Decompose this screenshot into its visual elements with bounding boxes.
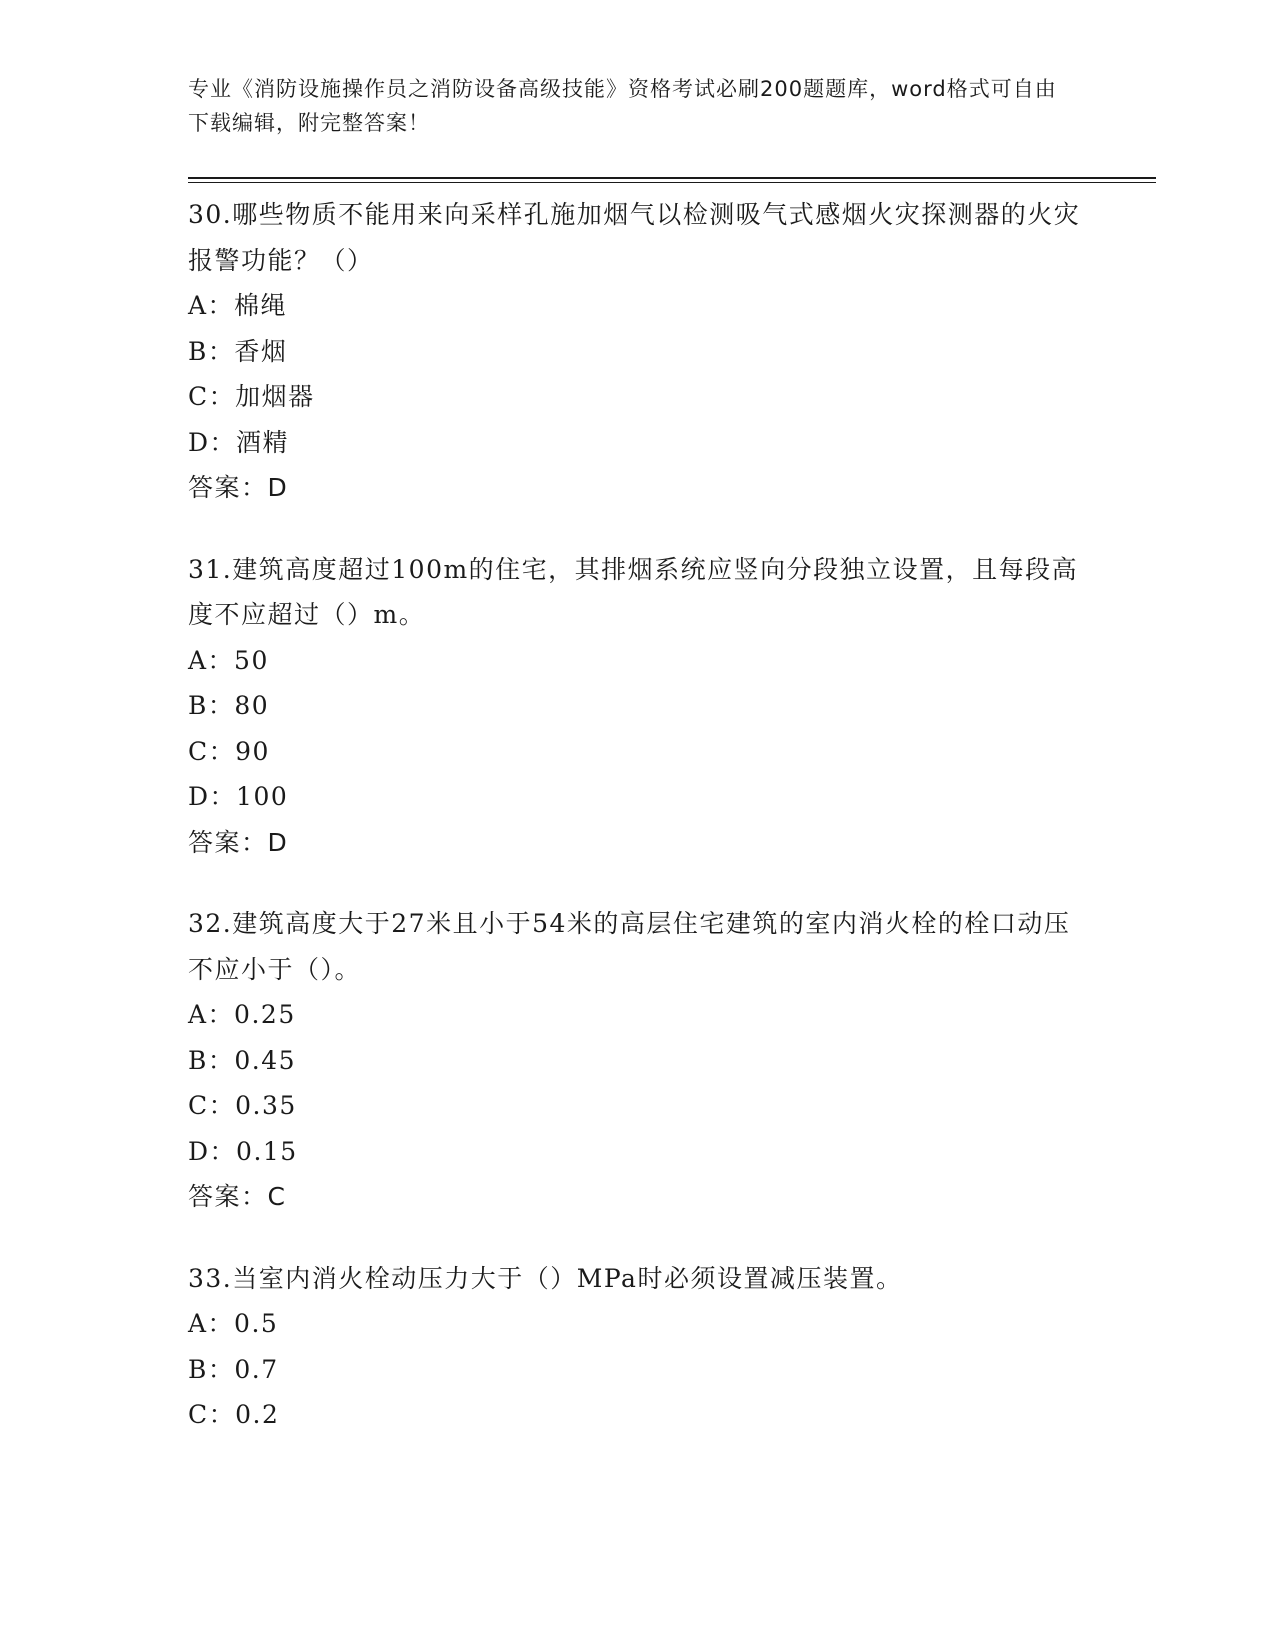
question-31	[188, 547, 1088, 866]
option-b: B：0.45	[188, 1045, 297, 1075]
header-divider-thick	[188, 177, 1156, 179]
option-c: C：90	[188, 736, 270, 766]
option-c: C：加烟器	[188, 382, 315, 411]
option-c: C：0.2	[188, 1400, 280, 1429]
question-30	[188, 192, 1088, 511]
question-stem: 31.建筑高度超过100m的住宅，其排烟系统应竖向分段独立设置，且每段高度不应超过（）m。	[188, 554, 1079, 629]
option-d: D：0.15	[188, 1136, 298, 1166]
option-a: A：棉绳	[188, 291, 288, 320]
question-stem: 32.建筑高度大于27米且小于54米的高层住宅建筑的室内消火栓的栓口动压不应小于（）。	[188, 909, 1071, 984]
option-b: B：香烟	[188, 336, 288, 366]
option-c: C：0.35	[188, 1091, 297, 1120]
answer-text: 答案：D	[188, 827, 289, 857]
document-header-title: 专业《消防设施操作员之消防设备高级技能》资格考试必刷200题题库，word格式可自由下载编辑，附完整答案！	[188, 77, 1057, 135]
header-divider-thin	[188, 182, 1156, 183]
answer-text: 答案：C	[188, 1182, 287, 1211]
question-list	[188, 192, 1088, 1474]
question-32	[188, 901, 1088, 1220]
answer-text: 答案：D	[188, 473, 289, 502]
option-d: D：100	[188, 782, 289, 811]
question-stem: 30.哪些物质不能用来向采样孔施加烟气以检测吸气式感烟火灾探测器的火灾报警功能？（）	[188, 200, 1081, 275]
option-a: A：0.25	[188, 1000, 296, 1029]
option-a: A：50	[188, 645, 269, 675]
option-b: B：80	[188, 691, 270, 720]
question-33	[188, 1256, 1088, 1438]
option-b: B：0.7	[188, 1354, 279, 1384]
option-a: A：0.5	[188, 1309, 279, 1338]
question-stem: 33.当室内消火栓动压力大于（）MPa时必须设置减压装置。	[188, 1263, 903, 1293]
option-d: D：酒精	[188, 427, 290, 457]
